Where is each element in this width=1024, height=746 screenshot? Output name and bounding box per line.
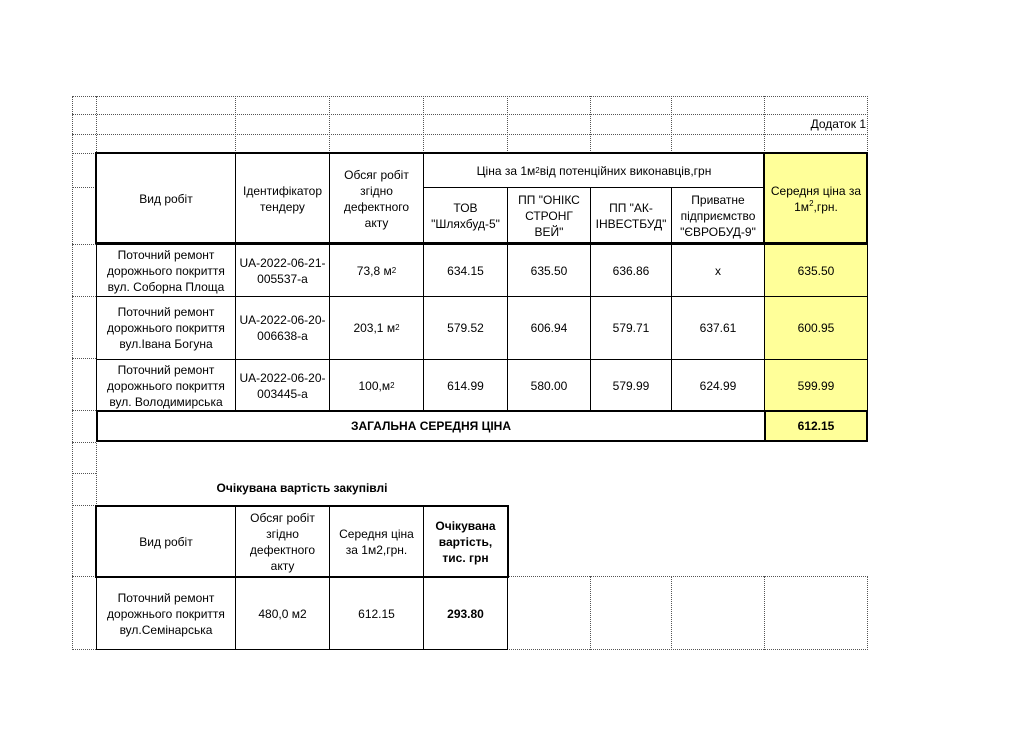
header-work-type: Вид робіт (96, 153, 236, 245)
header-average-price (764, 153, 868, 245)
t2-header-expected: Очікувана вартість, тис. грн (423, 506, 508, 577)
row2-price-1: 579.52 (423, 296, 508, 360)
header-tender-id: Ідентифікатор тендеру (235, 153, 330, 245)
t2-header-work-type: Вид робіт (96, 506, 236, 577)
row1-price-1: 634.15 (423, 244, 508, 297)
price-group-prefix: Ціна за 1м (476, 163, 536, 178)
row1-price-4: х (671, 244, 765, 297)
row1-price-2: 635.50 (507, 244, 591, 297)
appendix-label: Додаток 1 (810, 117, 866, 131)
row2-tender: UA-2022-06-20-006638-а (235, 296, 330, 360)
row3-volume-text: 100,м (358, 378, 391, 393)
row3-work: Поточний ремонт дорожнього покриття вул. Володимирська (96, 359, 236, 412)
row1-work: Поточний ремонт дорожнього покриття вул. Соборна Площа (96, 244, 236, 297)
row3-price-1: 614.99 (423, 359, 508, 412)
row3-price-3: 579.99 (590, 359, 672, 412)
row2-price-4: 637.61 (671, 296, 765, 360)
header-contractor-2: ПП "ОНІКС СТРОНГ ВЕЙ" (507, 187, 591, 245)
total-label: ЗАГАЛЬНА СЕРЕДНЯ ЦІНА (96, 410, 766, 442)
row1-price-3: 636.86 (590, 244, 672, 297)
header-contractor-4: Приватне підприємство "ЄВРОБУД-9" (671, 187, 765, 245)
t2-row-volume: 480,0 м2 (235, 577, 330, 650)
avg-prefix: Середня ціна за 1м (770, 184, 862, 214)
row1-volume-text: 73,8 м (356, 263, 392, 278)
table2-title: Очікувана вартість закупівлі (216, 481, 388, 495)
row2-volume-text: 203,1 м (353, 321, 396, 335)
price-group-suffix: від потенційних виконавців,грн (539, 163, 712, 178)
t2-row-expected: 293.80 (423, 577, 508, 650)
table1-avg-divider (763, 152, 765, 244)
header-price-group: Ціна за 1м 2 від потенційних виконавців,грн (423, 153, 765, 188)
avg-suffix: ,грн. (813, 200, 838, 214)
row3-volume: 100,м 2 (329, 359, 424, 412)
row2-price-2: 606.94 (507, 296, 591, 360)
row1-average: 635.50 (764, 244, 868, 297)
t2-header-avg-price: Середня ціна за 1м2,грн. (329, 506, 424, 577)
row1-tender: UA-2022-06-21-005537-а (235, 244, 330, 297)
row3-average: 599.99 (764, 359, 868, 412)
row2-work: Поточний ремонт дорожнього покриття вул.Івана Богуна (96, 296, 236, 360)
row3-price-2: 580.00 (507, 359, 591, 412)
t2-header-volume: Обсяг робіт згідно дефектного акту (235, 506, 330, 577)
row2-price-3: 579.71 (590, 296, 672, 360)
header-contractor-1: ТОВ "Шляхбуд-5" (423, 187, 508, 245)
avg-sup: 2 (809, 199, 814, 208)
row1-volume: 73,8 м 2 (329, 244, 424, 297)
header-volume: Обсяг робіт згідно дефектного акту (329, 153, 424, 245)
row3-tender: UA-2022-06-20-003445-а (235, 359, 330, 412)
row2-volume: 203,1 м 2 (329, 296, 424, 360)
t2-row-work: Поточний ремонт дорожнього покриття вул.Семінарська (96, 577, 236, 650)
row3-price-4: 624.99 (671, 359, 765, 412)
total-value: 612.15 (764, 410, 868, 442)
header-contractor-3: ПП "АК-ІНВЕСТБУД" (590, 187, 672, 245)
t2-row-avg-price: 612.15 (329, 577, 424, 650)
row2-average: 600.95 (764, 296, 868, 360)
